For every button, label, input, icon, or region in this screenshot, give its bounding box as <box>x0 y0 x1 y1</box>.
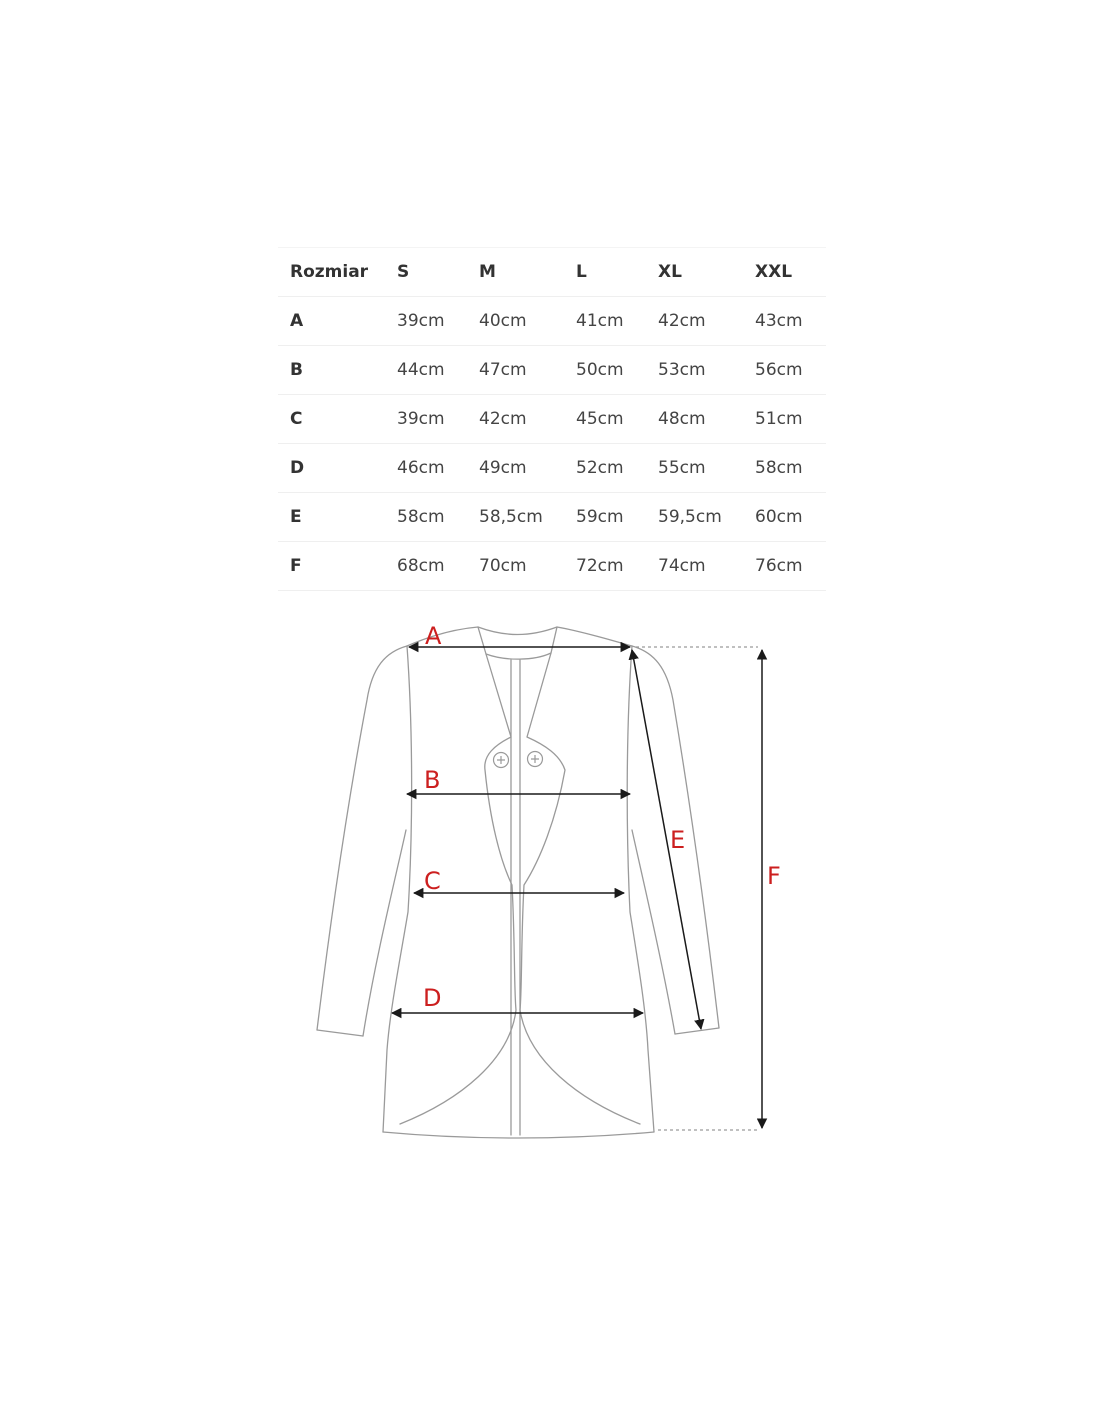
label-b: B <box>424 766 441 794</box>
button-icon <box>494 753 509 768</box>
table-cell: 74cm <box>646 542 743 591</box>
table-cell: 43cm <box>743 297 826 346</box>
jacket-neckline <box>478 627 557 659</box>
left-lapel <box>400 654 516 1124</box>
header-size-xxl: XXL <box>743 248 826 297</box>
table-cell: 58cm <box>743 444 826 493</box>
table-cell: 68cm <box>385 542 467 591</box>
table-cell: 50cm <box>564 346 646 395</box>
jacket-outline <box>317 627 719 1138</box>
label-e: E <box>670 826 686 854</box>
table-cell: 39cm <box>385 395 467 444</box>
header-size-label: Rozmiar <box>278 248 385 297</box>
left-sleeve-cuff <box>317 1030 363 1036</box>
jacket-body-right <box>627 646 654 1132</box>
table-cell: 59,5cm <box>646 493 743 542</box>
table-cell: 58cm <box>385 493 467 542</box>
header-size-xl: XL <box>646 248 743 297</box>
row-label: A <box>278 297 385 346</box>
table-cell: 56cm <box>743 346 826 395</box>
table-cell: 41cm <box>564 297 646 346</box>
button-icon <box>528 752 543 767</box>
label-a: A <box>425 622 442 650</box>
table-cell: 42cm <box>646 297 743 346</box>
table-cell: 60cm <box>743 493 826 542</box>
header-size-s: S <box>385 248 467 297</box>
table-cell: 40cm <box>467 297 564 346</box>
label-d: D <box>423 984 442 1012</box>
table-cell: 45cm <box>564 395 646 444</box>
header-size-m: M <box>467 248 564 297</box>
table-cell: 44cm <box>385 346 467 395</box>
table-cell: 72cm <box>564 542 646 591</box>
row-label: C <box>278 395 385 444</box>
table-cell: 58,5cm <box>467 493 564 542</box>
row-label: E <box>278 493 385 542</box>
jacket-hem <box>383 1132 654 1138</box>
left-sleeve-outer <box>317 646 407 1030</box>
row-label: F <box>278 542 385 591</box>
left-sleeve-inner <box>363 830 406 1036</box>
table-cell: 52cm <box>564 444 646 493</box>
table-cell: 47cm <box>467 346 564 395</box>
right-sleeve-inner <box>632 830 675 1034</box>
row-label: B <box>278 346 385 395</box>
table-cell: 59cm <box>564 493 646 542</box>
right-lapel <box>520 653 640 1124</box>
measure-arrow-e <box>632 650 701 1029</box>
table-cell: 39cm <box>385 297 467 346</box>
label-f: F <box>767 862 781 890</box>
label-c: C <box>424 867 441 895</box>
table-cell: 53cm <box>646 346 743 395</box>
table-cell: 55cm <box>646 444 743 493</box>
right-sleeve-cuff <box>675 1028 719 1034</box>
jacket-body-left <box>383 646 412 1132</box>
table-cell: 70cm <box>467 542 564 591</box>
table-cell: 46cm <box>385 444 467 493</box>
table-cell: 51cm <box>743 395 826 444</box>
table-cell: 48cm <box>646 395 743 444</box>
table-cell: 42cm <box>467 395 564 444</box>
header-size-l: L <box>564 248 646 297</box>
row-label: D <box>278 444 385 493</box>
table-cell: 76cm <box>743 542 826 591</box>
table-cell: 49cm <box>467 444 564 493</box>
